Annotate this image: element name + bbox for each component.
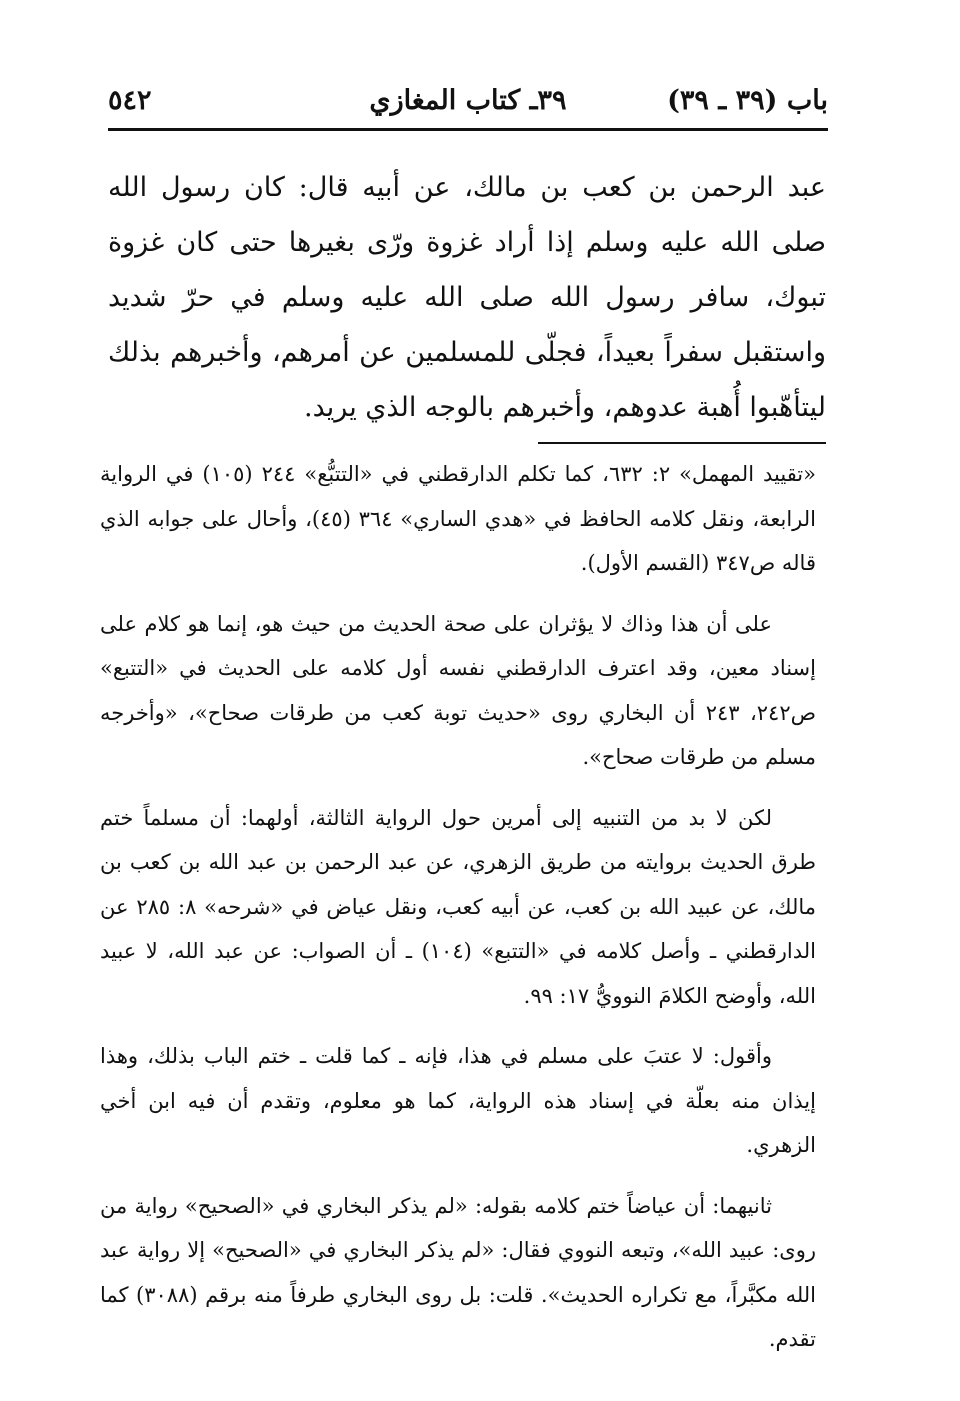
footnote-paragraph: لكن لا بد من التنبيه إلى أمرين حول الرواية الثالثة، أولهما: أن مسلماً ختم طرق الحديث بروايته من طريق الزهري، عن عبد الرحمن بن عبد الله بن كعب بن مالك، عن عبيد الله بن كعب، عن أبيه كعب، ونقل عياض في «شرحه» ٨: ٢٨٥ عن الدارقطني ـ وأصل كلامه في «التتبع» (١٠٤) ـ أن الصواب: عن عبد الله، لا عبيد الله، وأوضح الكلامَ النوويُّ ١٧: ٩٩. xyxy=(100,805,816,1008)
footnote-divider xyxy=(538,442,826,444)
footnote-paragraph: ثانيهما: أن عياضاً ختم كلامه بقوله: «لم يذكر البخاري في «الصحيح» رواية من روى: عبيد الله»، وتبعه النووي فقال: «لم يذكر البخاري في «الصحيح» إلا رواية عبد الله مكبَّراً، مع تكراره الحديث». قلت: بل روى البخاري طرفاً منه برقم (٣٠٨٨) كما تقدم. xyxy=(100,1193,817,1351)
page-header xyxy=(108,78,828,124)
book-title: ٣٩ـ كتاب المغازي xyxy=(369,85,567,116)
footnotes-section xyxy=(100,452,816,1378)
chapter-label: باب (٣٩ ـ ٣٩) xyxy=(667,85,828,116)
footnote-paragraph: «تقييد المهمل» ٢: ٦٣٢، كما تكلم الدارقطني في «التتبُّع» ٢٤٤ (١٠٥) في الرواية الرابعة، ونقل كلامه الحافظ في «هدي الساري» ٣٦٤ (٤٥)، وأحال على جوابه الذي قاله ص٣٤٧ (القسم الأول). xyxy=(100,462,817,575)
footnote-paragraph: على أن هذا وذاك لا يؤثران على صحة الحديث من حيث هو، إنما هو كلام على إسناد معين، وقد اعترف الدارقطني نفسه أول كلامه على الحديث في «التتبع» ص٢٤٢، ٢٤٣ أن البخاري روى «حديث توبة كعب من طرقات صحاح»، «وأخرجه مسلم من طرقات صحاح». xyxy=(100,611,816,769)
header-divider xyxy=(108,128,828,131)
footnote-paragraph: وأقول: لا عتبَ على مسلم في هذا، فإنه ـ كما قلت ـ ختم الباب بذلك، وهذا إيذان منه بعلّة في إسناد هذه الرواية، كما هو معلوم، وتقدم أن فيه ابن أخي الزهري. xyxy=(100,1044,816,1157)
main-text: عبد الرحمن بن كعب بن مالك، عن أبيه قال: كان رسول الله صلى الله عليه وسلم إذا أراد غزوة ورّى بغيرها حتى كان غزوة تبوك، سافر رسول الله صلى الله عليه وسلم في حرّ شديد واستقبل سفراً بعيداً، فجلّى للمسلمين عن أمرهم، وأخبرهم بذلك ليتأهّبوا أُهبة عدوهم، وأخبرهم بالوجه الذي يريد. xyxy=(108,172,827,423)
page-number: ٥٤٢ xyxy=(108,85,152,116)
